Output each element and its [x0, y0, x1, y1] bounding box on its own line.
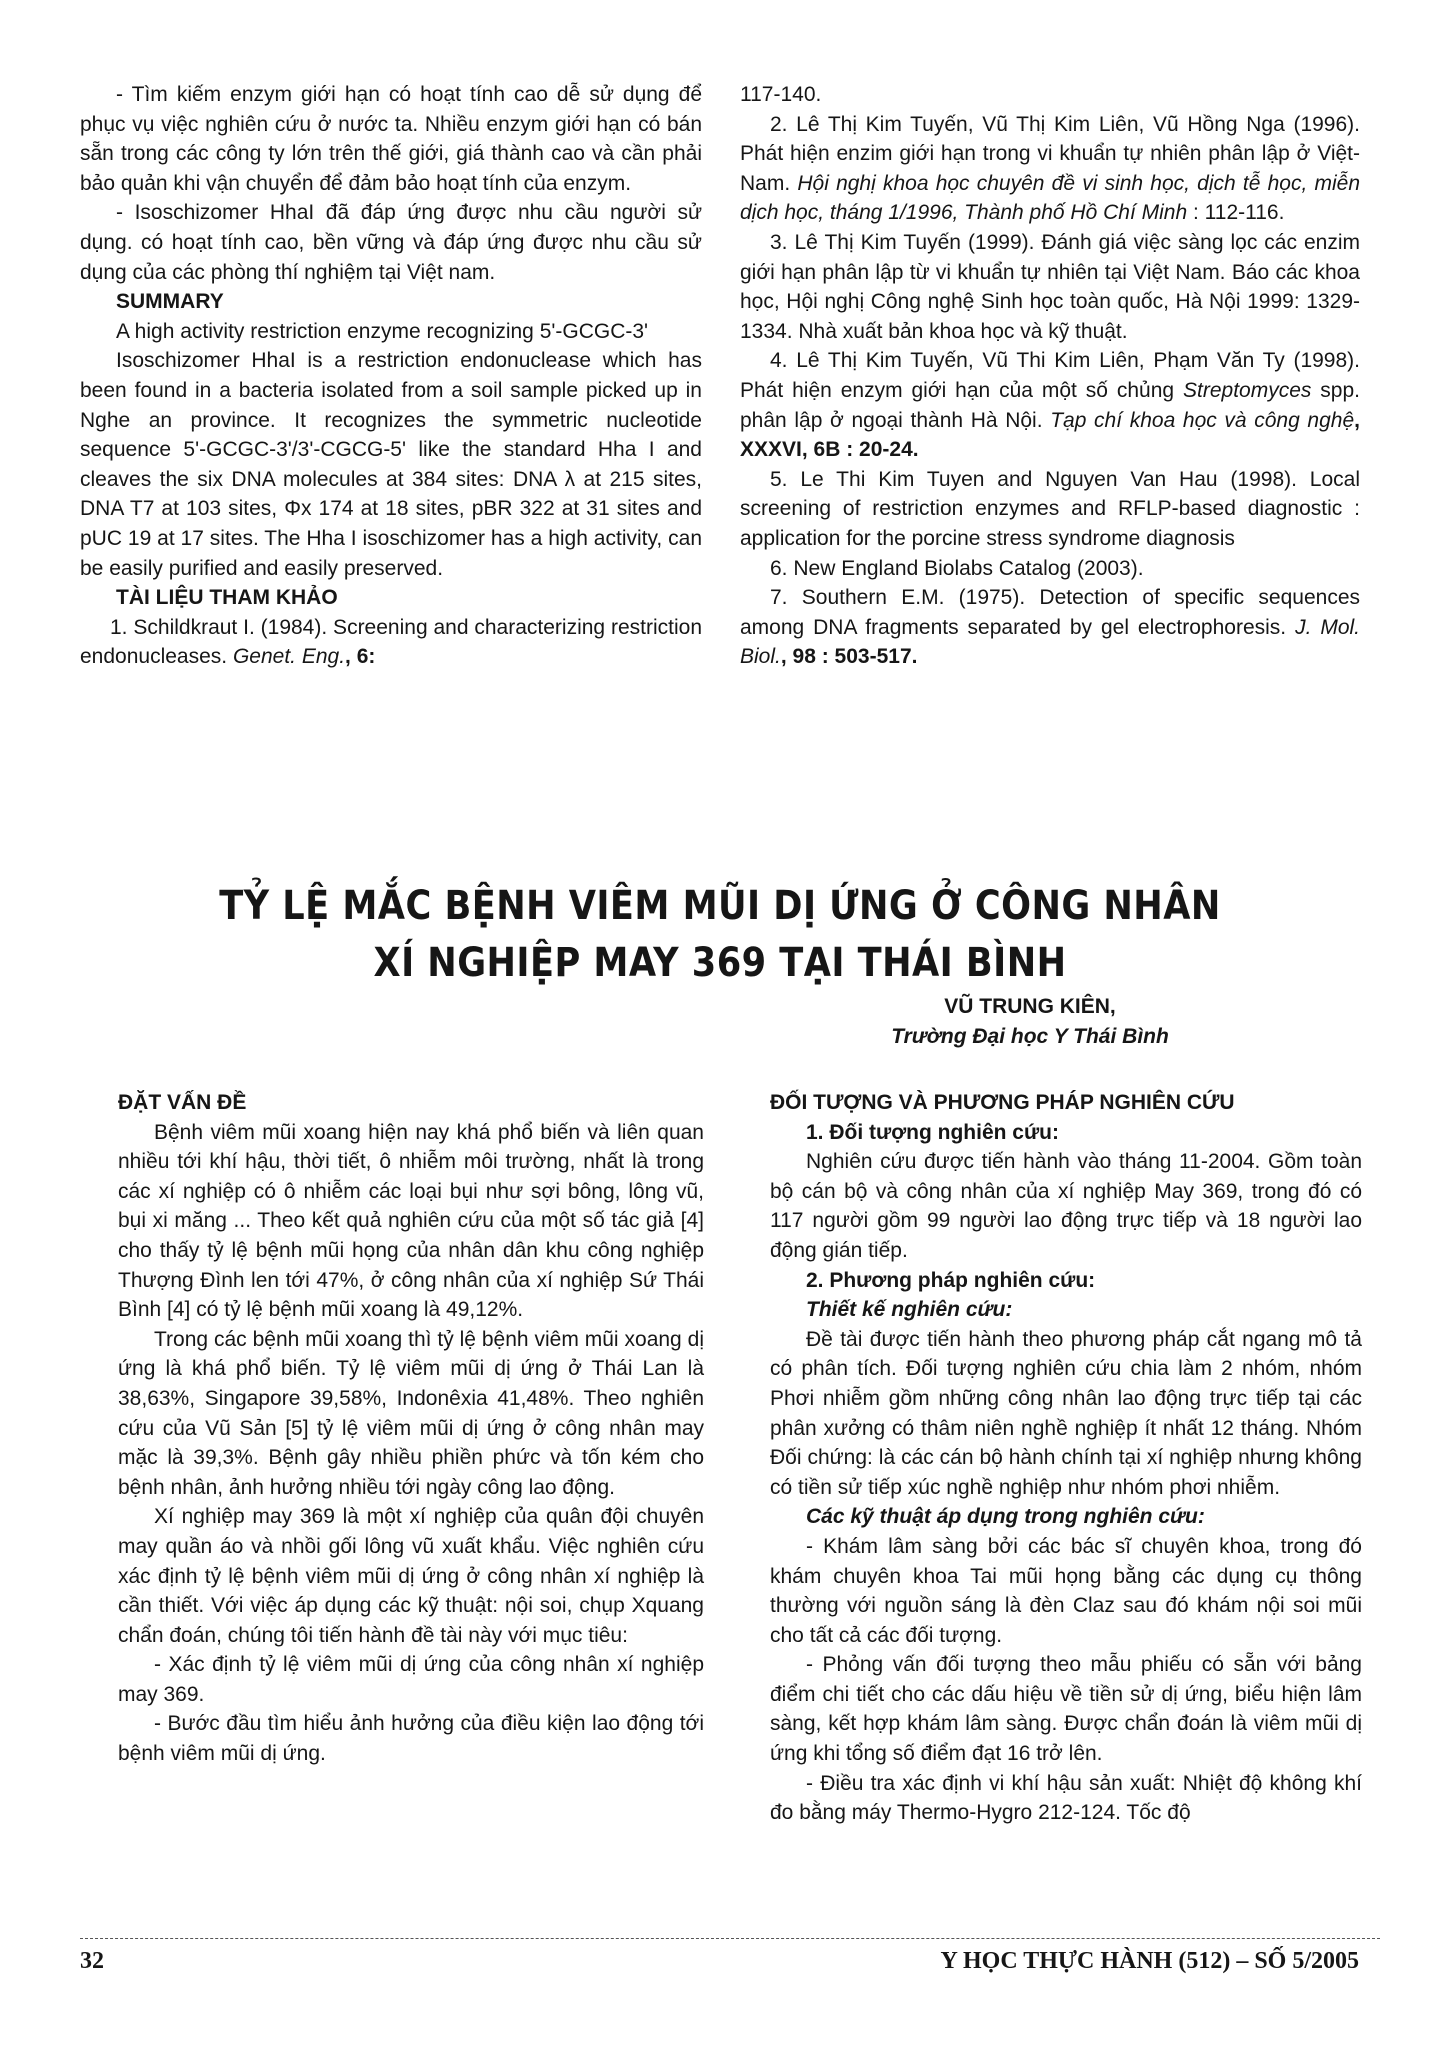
technique-3: - Điều tra xác định vi khí hậu sản xuất: Nhiệt độ không khí đo bằng máy Thermo-Hygro 212-124. Tốc độ: [770, 1771, 1362, 1825]
conclusion-paragraph-1: - Tìm kiếm enzym giới hạn có hoạt tính cao dễ sử dụng để phục vụ việc nghiên cứu ở nước ta. Nhiều enzym giới hạn có bán sẵn trong các công ty lớn trên thế giới, giá thành cao và cần phải bảo quản khi vận chuyển để đảm bảo hoạt tính của enzym.: [80, 83, 702, 195]
introduction-paragraph-1: Bệnh viêm mũi xoang hiện nay khá phổ biến và liên quan nhiều tới khí hậu, thời tiết, ô nhiễm môi trường, nhất là trong các xí nghiệp có ô nhiễm các loại bụi như sợi bông, lông vũ, bụi xi măng ... Theo kết quả nghiên cứu của một số tác giả [4] cho thấy tỷ lệ bệnh mũi họng của nhân dân khu công nghiệp Thượng Đình len tới 47%, ở công nhân của xí nghiệp Sứ Thái Bình [4] có tỷ lệ bệnh mũi xoang là 49,12%.: [118, 1120, 704, 1322]
introduction-paragraph-3: Xí nghiệp may 369 là một xí nghiệp của quân đội chuyên may quần áo và nhồi gối lông vũ xuất khẩu. Việc nghiên cứu xác định tỷ lệ bệnh viêm mũi dị ứng ở công nhân xí nghiệp là cần thiết. Với việc áp dụng các kỹ thuật: nội soi, chụp Xquang chẩn đoán, chúng tôi tiến hành đề tài này với mục tiêu:: [118, 1505, 704, 1647]
objective-1: - Xác định tỷ lệ viêm mũi dị ứng của công nhân xí nghiệp may 369.: [118, 1653, 704, 1706]
references-column: [740, 80, 1360, 672]
technique-2: - Phỏng vấn đối tượng theo mẫu phiếu có sẵn với bảng điểm chi tiết cho các dấu hiệu về tiền sử dị ứng, biểu hiện lâm sàng, kết hợp khám lâm sàng. Được chẩn đoán là viêm mũi dị ứng khi tổng số điểm đạt 16 trở lên.: [770, 1653, 1362, 1766]
introduction-heading: ĐẶT VẤN ĐỀ: [118, 1091, 247, 1114]
study-design-paragraph: Đề tài được tiến hành theo phương pháp cắt ngang mô tả có phân tích. Đối tượng nghiên cứu chia làm 2 nhóm, nhóm Phơi nhiễm gồm những công nhân lao động trực tiếp tại các phân xưởng có thâm niên nghề nghiệp ít nhất 12 tháng. Nhóm Đối chứng: là các cán bộ hành chính tại xí nghiệp nhưng không có tiền sử tiếp xúc nghề nghiệp như nhóm phơi nhiễm.: [770, 1327, 1362, 1499]
previous-article-conclusion-column: [80, 80, 702, 672]
summary-heading: SUMMARY: [116, 290, 224, 314]
article-title-line-2: XÍ NGHIỆP MAY 369 TẠI THÁI BÌNH: [373, 940, 1067, 986]
reference-1-pages: 117-140.: [740, 83, 822, 106]
conclusion-paragraph-2: - Isoschizomer HhaI đã đáp ứng được nhu cầu người sử dụng. có hoạt tính cao, bền vững và đáp ứng được nhu cầu sử dụng của các phòng thí nghiệm tại Việt nam.: [80, 201, 702, 284]
article-title: [192, 878, 1248, 992]
technique-1: - Khám lâm sàng bởi các bác sĩ chuyên khoa, trong đó khám chuyên khoa Tai mũi họng bằng các dụng cụ thông thường với nguồn sáng là đèn Claz sau đó khám nội soi mũi cho tất cả các đối tượng.: [770, 1534, 1362, 1647]
author-block: [820, 992, 1240, 1052]
summary-title: A high activity restriction enzyme recognizing 5'-GCGC-3': [116, 319, 649, 343]
methods-subheading: 2. Phương pháp nghiên cứu:: [806, 1268, 1096, 1292]
reference-5: 5. Le Thi Kim Tuyen and Nguyen Van Hau (1998). Local screening of restriction enzymes and RFLP-based diagnostic : application for the porcine stress syndrome diagnosis: [740, 467, 1360, 550]
summary-body: Isoschizomer HhaI is a restriction endonuclease which has been found in a bacteria isolated from a soil sample picked up in Nghe an province. It recognizes the symmetric nucleotide sequence 5'-GCGC-3'/3'-CGCG-5' like the standard Hha I and cleaves the six DNA molecules at 384 sites: DNA λ at 215 sites, DNA T7 at 103 sites, Φx 174 at 18 sites, pBR 322 at 31 sites and pUC 19 at 17 sites. The Hha I isoschizomer has a high activity, can be easily purified and easily preserved.: [80, 349, 702, 580]
references-heading: TÀI LIỆU THAM KHẢO: [116, 586, 338, 610]
subjects-paragraph: Nghiên cứu được tiến hành vào tháng 11-2004. Gồm toàn bộ cán bộ và công nhân của xí nghiệp May 369, trong đó có 117 người gồm 99 người lao động trực tiếp và 18 người lao động gián tiếp.: [770, 1150, 1362, 1262]
author-affiliation: Trường Đại học Y Thái Bình: [891, 1025, 1169, 1048]
reference-3: 3. Lê Thị Kim Tuyến (1999). Đánh giá việc sàng lọc các enzim giới hạn phân lập từ vi khuẩn tự nhiên tại Việt Nam. Báo các khoa học, Hội nghị Công nghệ Sinh học toàn quốc, Hà Nội 1999: 1329-1334. Nhà xuất bản khoa học và kỹ thuật.: [740, 230, 1360, 343]
journal-footer: Y HỌC THỰC HÀNH (512) – SỐ 5/2005: [940, 1948, 1359, 1974]
techniques-subheading: Các kỹ thuật áp dụng trong nghiên cứu:: [806, 1505, 1205, 1529]
reference-6: 6. New England Biolabs Catalog (2003).: [770, 556, 1144, 580]
page-number: 32: [80, 1948, 104, 1974]
study-design-subheading: Thiết kế nghiên cứu:: [806, 1298, 1013, 1322]
introduction-paragraph-2: Trong các bệnh mũi xoang thì tỷ lệ bệnh viêm mũi xoang dị ứng là khá phổ biến. Tỷ lệ viêm mũi dị ứng ở Thái Lan là 38,63%, Singapore 39,58%, Indonêxia 41,48%. Theo nghiên cứu của Vũ Sản [5] tỷ lệ viêm mũi dị ứng ở công nhân may mặc là 39,3%. Bệnh gây nhiều phiền phức và tốn kém cho bệnh nhân, ảnh hưởng nhiều tới ngày công lao động.: [118, 1327, 704, 1499]
methods-heading: ĐỐI TƯỢNG VÀ PHƯƠNG PHÁP NGHIÊN CỨU: [770, 1091, 1235, 1114]
subjects-subheading: 1. Đối tượng nghiên cứu:: [806, 1120, 1059, 1144]
methods-column: [770, 1088, 1362, 1828]
reference-2: 2. Lê Thị Kim Tuyến, Vũ Thị Kim Liên, Vũ Hồng Nga (1996). Phát hiện enzim giới hạn trong vi khuẩn tự nhiên phân lập ở Việt-Nam. Hội nghị khoa học chuyên đề vi sinh học, dịch tễ học, miễn dịch học, tháng 1/1996, Thành phố Hồ Chí Minh : 112-116.: [740, 112, 1361, 225]
reference-1: 1. Schildkraut I. (1984). Screening and characterizing restriction endonucleases. Genet. Eng., 6:: [80, 615, 702, 669]
reference-7: 7. Southern E.M. (1975). Detection of specific sequences among DNA fragments separated by gel electrophoresis. J. Mol. Biol., 98 : 503-517.: [740, 586, 1361, 669]
objective-2: - Bước đầu tìm hiểu ảnh hưởng của điều kiện lao động tới bệnh viêm mũi dị ứng.: [118, 1712, 704, 1766]
article-title-line-1: TỶ LỆ MẮC BỆNH VIÊM MŨI DỊ ỨNG Ở CÔNG NHÂN: [219, 883, 1221, 929]
footer-rule: [80, 1938, 1380, 1939]
author-name: VŨ TRUNG KIÊN,: [944, 995, 1116, 1018]
introduction-column: [118, 1088, 704, 1769]
reference-4: 4. Lê Thị Kim Tuyến, Vũ Thi Kim Liên, Phạm Văn Ty (1998). Phát hiện enzym giới hạn của một số chủng Streptomyces spp. phân lập ở ngoại thành Hà Nội. Tạp chí khoa học và công nghệ, XXXVI, 6B : 20-24.: [740, 349, 1360, 462]
